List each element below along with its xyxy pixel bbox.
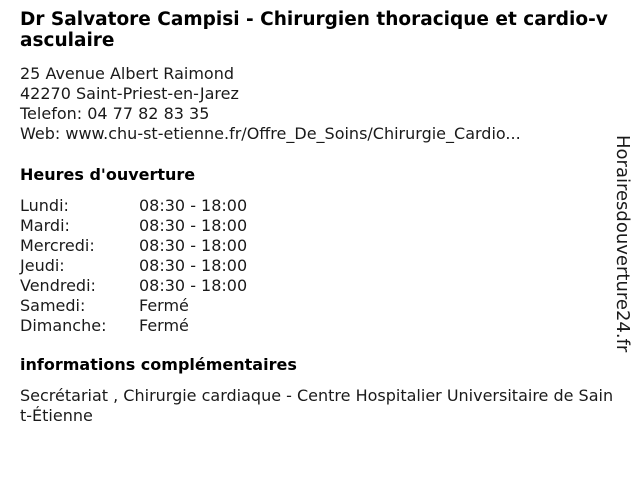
brand-watermark: Horairesdouverture24.fr xyxy=(612,135,633,353)
time-value: Fermé xyxy=(139,316,189,335)
day-label: Jeudi: xyxy=(20,256,65,275)
info-heading: informations complémentaires xyxy=(20,355,297,374)
time-value: 08:30 - 18:00 xyxy=(139,196,248,215)
hours-row-friday xyxy=(20,276,618,296)
day-label: Dimanche: xyxy=(20,316,107,335)
info-text: Secrétariat , Chirurgie cardiaque - Centre Hospitalier Universitaire de Saint-Étienne xyxy=(20,386,614,425)
day-label: Mercredi: xyxy=(20,236,95,255)
hours-row-tuesday xyxy=(20,216,618,236)
time-value: 08:30 - 18:00 xyxy=(139,256,248,275)
day-label: Vendredi: xyxy=(20,276,96,295)
hours-row-wednesday xyxy=(20,236,618,256)
page-title: Dr Salvatore Campisi - Chirurgien thoracique et cardio-vasculaire xyxy=(20,9,608,51)
address-block xyxy=(20,64,618,144)
business-card xyxy=(20,9,618,426)
hours-row-monday xyxy=(20,196,618,216)
street-address: 25 Avenue Albert Raimond xyxy=(20,64,234,83)
hours-table xyxy=(20,196,618,336)
hours-row-saturday xyxy=(20,296,618,316)
time-value: Fermé xyxy=(139,296,189,315)
time-value: 08:30 - 18:00 xyxy=(139,276,248,295)
day-label: Mardi: xyxy=(20,216,70,235)
hours-row-thursday xyxy=(20,256,618,276)
hours-row-sunday xyxy=(20,316,618,336)
phone-number: Telefon: 04 77 82 83 35 xyxy=(20,104,210,123)
website-link[interactable]: Web: www.chu-st-etienne.fr/Offre_De_Soins/Chirurgie_Cardio... xyxy=(20,124,521,143)
city-address: 42270 Saint-Priest-en-Jarez xyxy=(20,84,239,103)
day-label: Lundi: xyxy=(20,196,69,215)
time-value: 08:30 - 18:00 xyxy=(139,236,248,255)
hours-heading: Heures d'ouverture xyxy=(20,165,196,184)
day-label: Samedi: xyxy=(20,296,86,315)
time-value: 08:30 - 18:00 xyxy=(139,216,248,235)
